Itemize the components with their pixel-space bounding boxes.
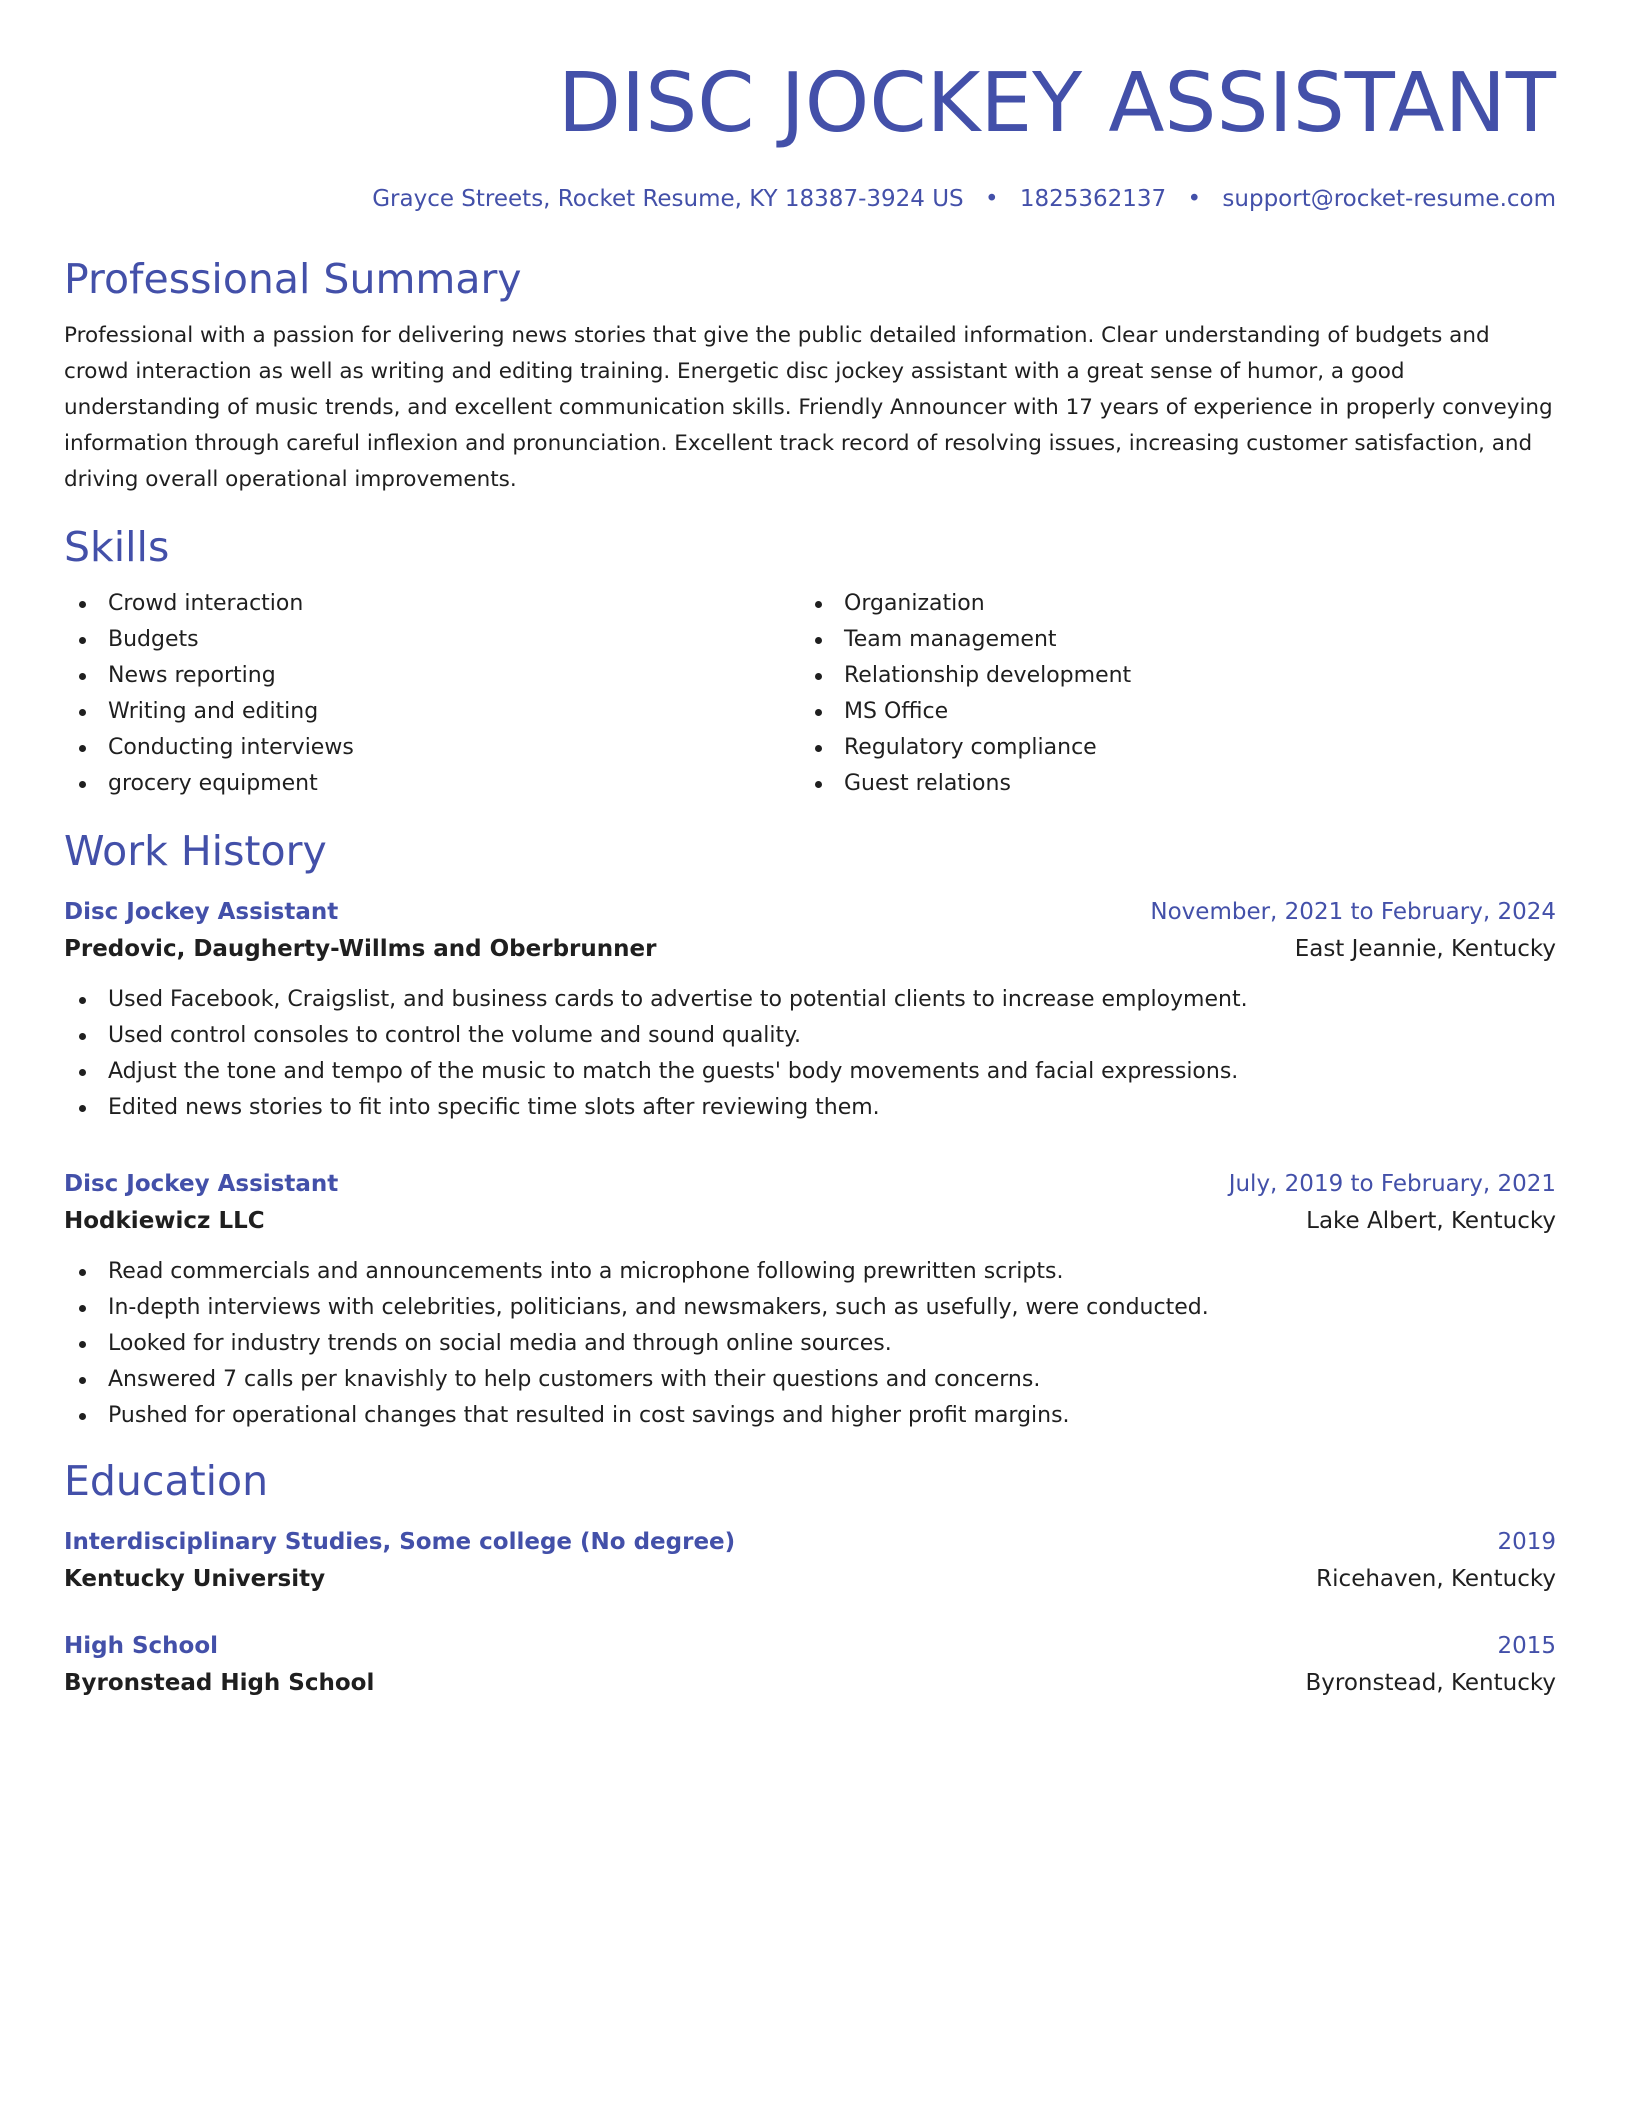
education-year: 2015 [1497,1633,1556,1659]
contact-address: Grayce Streets, Rocket Resume, KY 18387-3924 US [372,186,964,212]
skill-item: News reporting [64,658,800,694]
skills-grid [64,586,1556,802]
education-school: Kentucky University [64,1566,326,1592]
job-company: Predovic, Daugherty-Willms and Oberbrunner [64,936,657,962]
contact-separator: • [1187,186,1202,212]
job-entry [64,1166,1556,1434]
job-company-row [64,930,1556,968]
education-location: Ricehaven, Kentucky [1316,1566,1556,1592]
job-title: Disc Jockey Assistant [64,1171,339,1197]
education-school-row [64,1560,1556,1598]
job-company: Hodkiewicz LLC [64,1208,265,1234]
contact-line [64,184,1556,214]
skill-item: Crowd interaction [64,586,800,622]
work-history-heading: Work History [64,827,327,875]
education-degree: High School [64,1633,219,1659]
skills-heading: Skills [64,523,170,571]
education-header-row [64,1628,1556,1664]
summary-paragraph: Professional with a passion for delivering news stories that give the public detailed information. Clear understanding of budgets and crowd interaction as well as writing and editing training. Energetic disc jockey assistant with a great sense of humor, a good understanding of music trends, and excellent communication skills. Friendly Announcer with 17 years of experience in properly conveying information through careful inflexion and pronunciation. Excellent track record of resolving issues, increasing customer satisfaction, and driving overall operational improvements. [64,323,1553,492]
job-bullet: Looked for industry trends on social media and through online sources. [64,1326,1556,1362]
education-school-row [64,1664,1556,1702]
job-bullet: Answered 7 calls per knavishly to help customers with their questions and concerns. [64,1362,1556,1398]
job-location: Lake Albert, Kentucky [1306,1208,1556,1234]
education-header-row [64,1524,1556,1560]
job-bullets [64,982,1556,1126]
skill-item: Relationship development [800,658,1536,694]
job-bullet: Edited news stories to fit into specific time slots after reviewing them. [64,1090,1556,1126]
education-school: Byronstead High School [64,1670,375,1696]
job-bullet: Used Facebook, Craigslist, and business cards to advertise to potential clients to increase employment. [64,982,1556,1018]
job-bullet: Pushed for operational changes that resulted in cost savings and higher profit margins. [64,1398,1556,1434]
education-year: 2019 [1497,1529,1556,1555]
education-heading: Education [64,1457,269,1505]
job-bullet: Read commercials and announcements into a microphone following prewritten scripts. [64,1254,1556,1290]
skill-item: MS Office [800,694,1536,730]
skill-item: Guest relations [800,766,1536,802]
skill-item: Conducting interviews [64,730,800,766]
resume-title: DISC JOCKEY ASSISTANT [557,56,1556,151]
skill-item: Writing and editing [64,694,800,730]
job-dates: November, 2021 to February, 2024 [1150,899,1556,925]
skill-item: grocery equipment [64,766,800,802]
job-company-row [64,1202,1556,1240]
summary-heading: Professional Summary [64,255,522,303]
job-header-row [64,894,1556,930]
job-bullet: Adjust the tone and tempo of the music to match the guests' body movements and facial expressions. [64,1054,1556,1090]
job-entry [64,894,1556,1126]
job-header-row [64,1166,1556,1202]
resume-page [64,0,1556,1702]
contact-email: support@rocket-resume.com [1222,186,1556,212]
education-degree: Interdisciplinary Studies, Some college (No degree) [64,1529,736,1555]
education-entry [64,1524,1556,1598]
education-entry [64,1628,1556,1702]
skill-item: Budgets [64,622,800,658]
contact-phone: 1825362137 [1019,186,1167,212]
skills-column-right [800,586,1536,802]
skills-column-left [64,586,800,802]
contact-separator: • [984,186,999,212]
job-dates: July, 2019 to February, 2021 [1228,1171,1556,1197]
job-bullets [64,1254,1556,1434]
job-bullet: Used control consoles to control the volume and sound quality. [64,1018,1556,1054]
job-location: East Jeannie, Kentucky [1294,936,1556,962]
skill-item: Team management [800,622,1536,658]
skill-item: Organization [800,586,1536,622]
education-location: Byronstead, Kentucky [1305,1670,1556,1696]
job-title: Disc Jockey Assistant [64,899,339,925]
job-bullet: In-depth interviews with celebrities, politicians, and newsmakers, such as usefully, were conducted. [64,1290,1556,1326]
skill-item: Regulatory compliance [800,730,1536,766]
